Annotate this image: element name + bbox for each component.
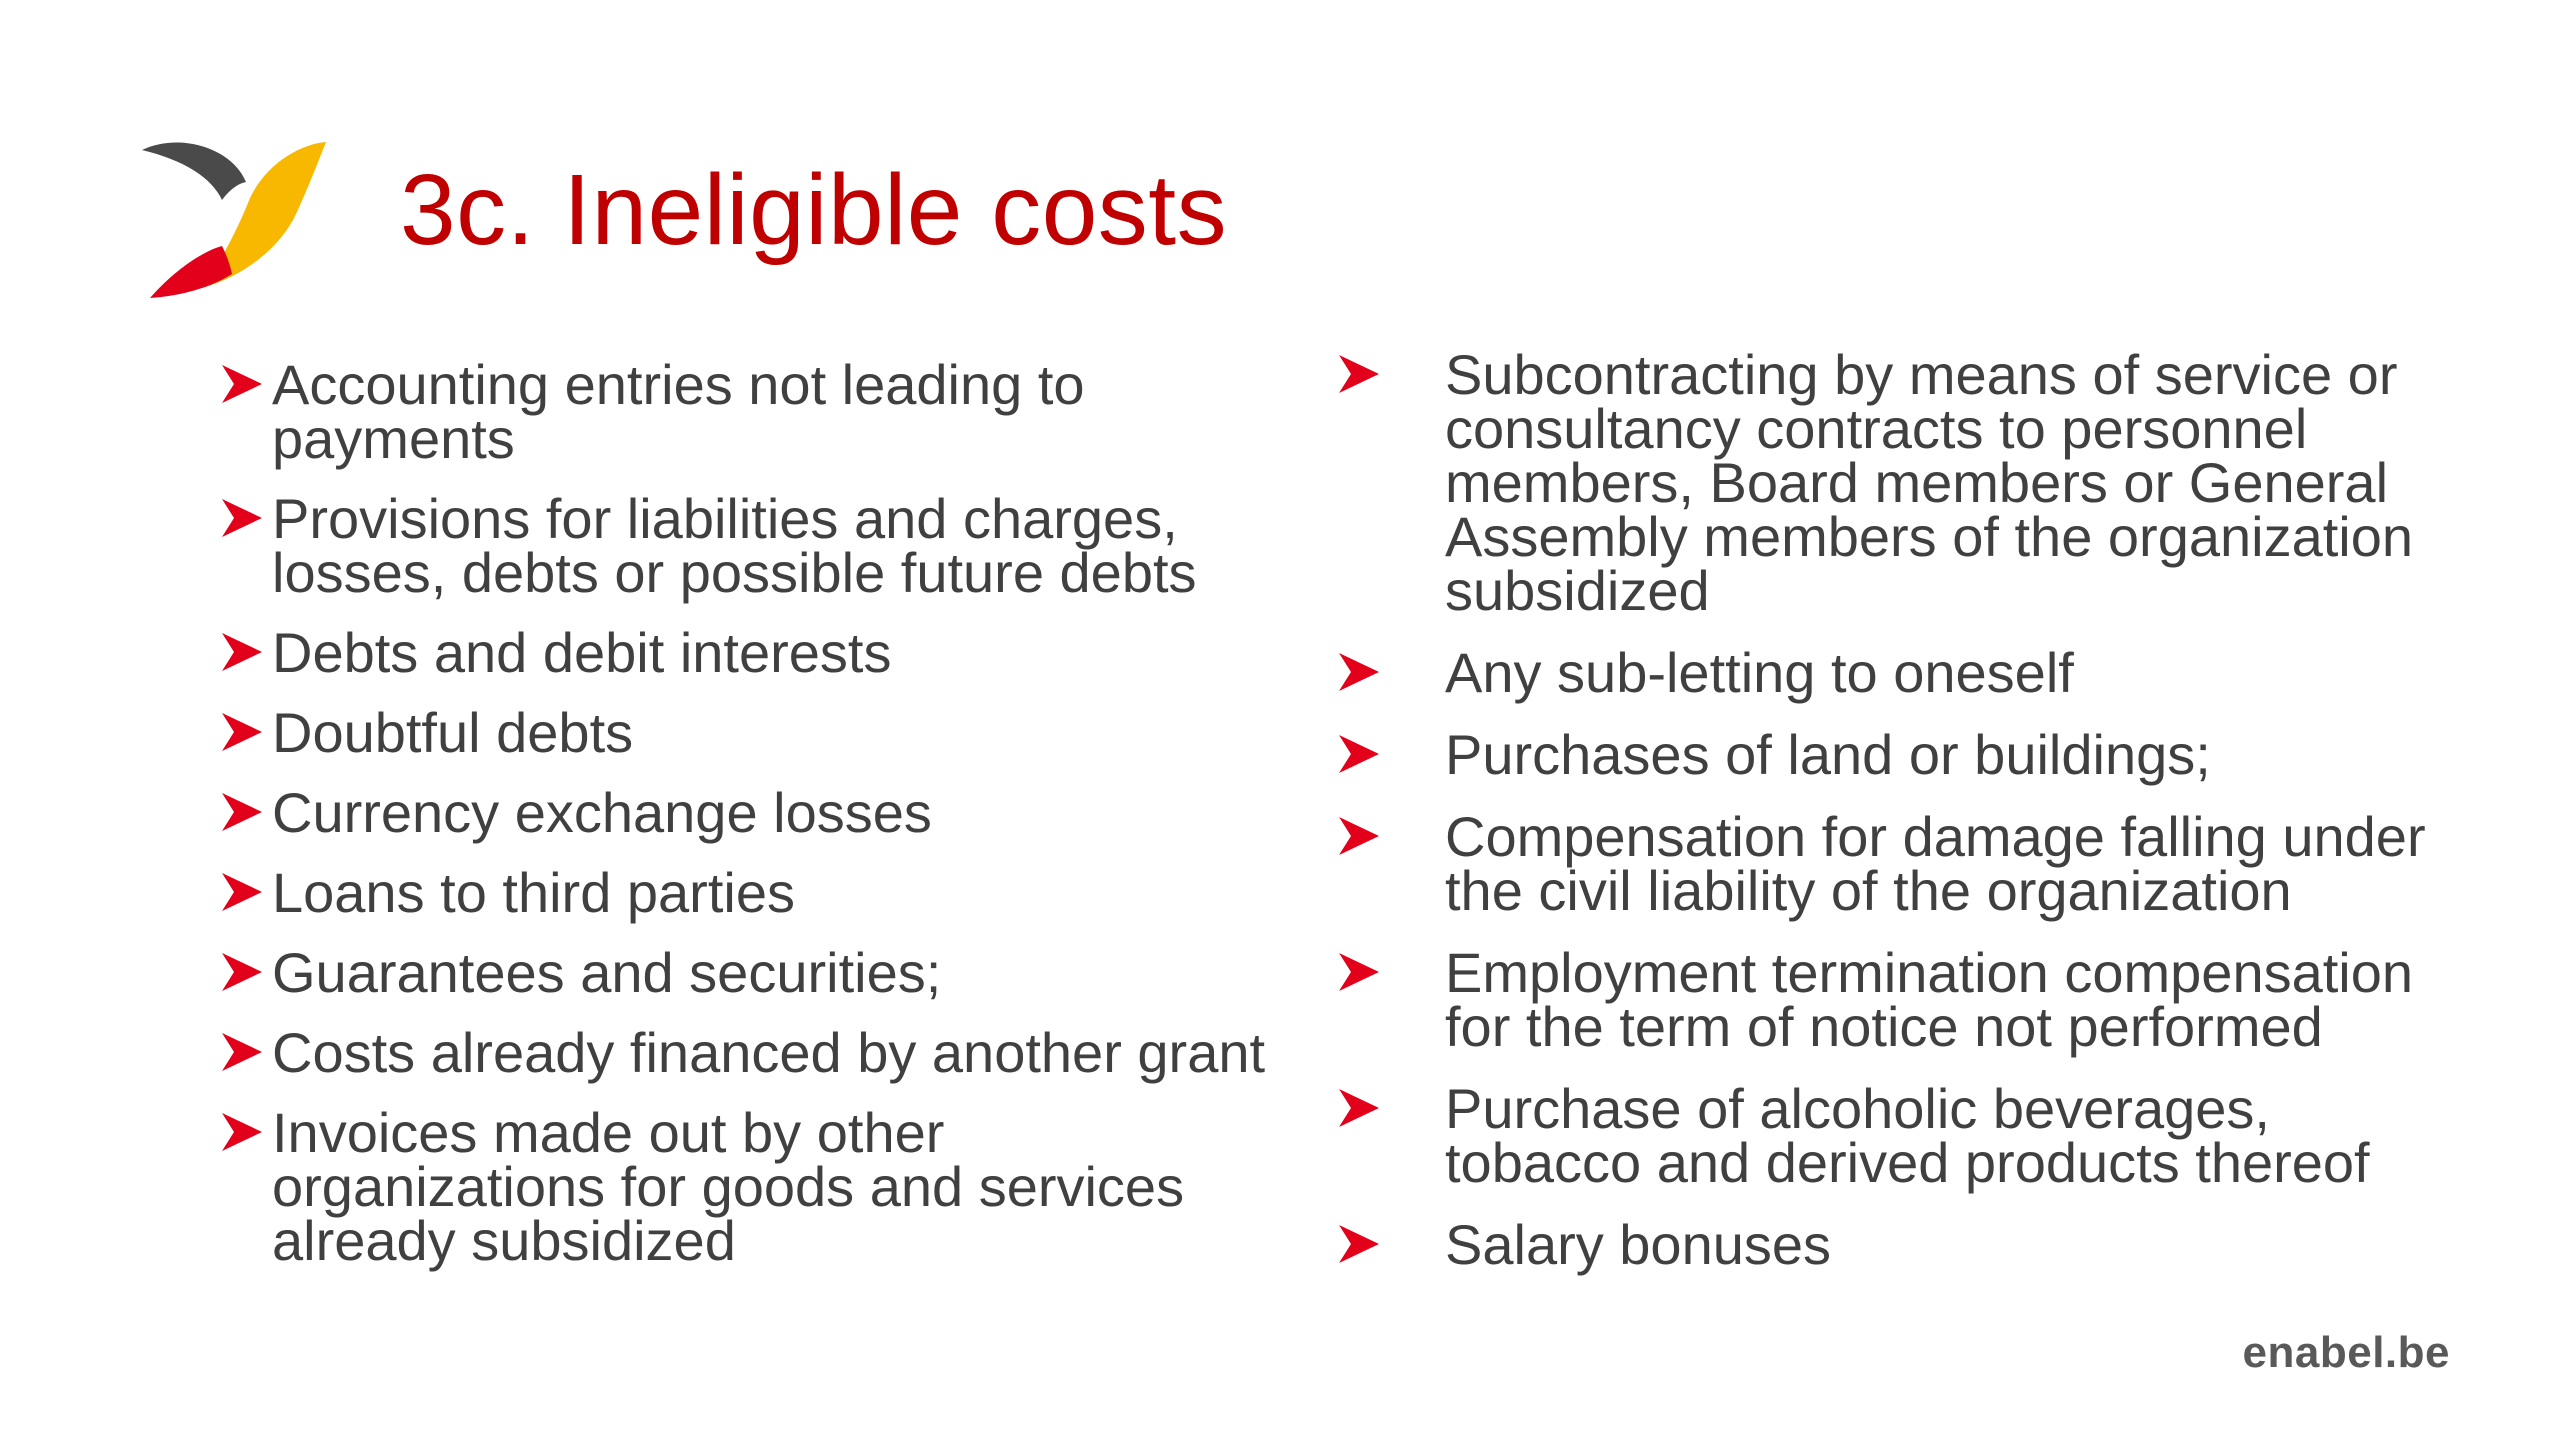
list-item: [218, 353, 1278, 470]
list-item: [218, 701, 1278, 764]
arrowhead-bullet-icon: [218, 709, 264, 755]
list-item-text: Currency exchange losses: [272, 781, 932, 844]
list-item-text: Loans to third parties: [272, 861, 795, 924]
list-item-text: Compensation for damage falling under the civil liability of the organization: [1445, 805, 2426, 922]
arrowhead-bullet-icon: [218, 1109, 264, 1155]
list-item: [218, 621, 1278, 684]
list-item-text: Guarantees and securities;: [272, 941, 942, 1004]
list-item: [218, 781, 1278, 844]
arrowhead-bullet-icon: [218, 495, 264, 541]
enabel-logo-icon: [140, 138, 330, 308]
list-item-text: Invoices made out by other organizations for goods and services already subsidized: [272, 1101, 1185, 1272]
arrowhead-bullet-icon: [218, 1029, 264, 1075]
list-item-text: Subcontracting by means of service or consultancy contracts to personnel members, Board members or General Assembly members of the organization subsidized: [1445, 343, 2413, 622]
list-item: [1335, 723, 2475, 786]
arrowhead-bullet-icon: [1335, 813, 1381, 859]
list-item: [218, 941, 1278, 1004]
list-item: [1335, 343, 2475, 622]
arrowhead-bullet-icon: [218, 949, 264, 995]
arrowhead-bullet-icon: [218, 361, 264, 407]
list-item: [1335, 1213, 2475, 1276]
list-item: [1335, 941, 2475, 1058]
list-item: [218, 1021, 1278, 1084]
list-item-text: Any sub-letting to oneself: [1445, 641, 2074, 704]
arrowhead-bullet-icon: [218, 789, 264, 835]
arrowhead-bullet-icon: [1335, 1085, 1381, 1131]
arrowhead-bullet-icon: [1335, 949, 1381, 995]
list-item-text: Purchases of land or buildings;: [1445, 723, 2211, 786]
list-item-text: Accounting entries not leading to payments: [272, 353, 1085, 470]
list-item-text: Debts and debit interests: [272, 621, 892, 684]
list-item: [1335, 805, 2475, 922]
left-list: [218, 353, 1278, 1294]
list-item-text: Doubtful debts: [272, 701, 634, 764]
footer-url: enabel.be: [2242, 1328, 2450, 1377]
list-item-text: Employment termination compensation for the term of notice not performed: [1445, 941, 2414, 1058]
list-item: [1335, 1077, 2475, 1194]
arrowhead-bullet-icon: [218, 869, 264, 915]
slide-title: 3c. Ineligible costs: [400, 154, 1228, 266]
list-item: [218, 861, 1278, 924]
list-item: [218, 487, 1278, 604]
arrowhead-bullet-icon: [1335, 731, 1381, 777]
list-item: [1335, 641, 2475, 704]
right-list: [1335, 343, 2475, 1300]
list-item-text: Purchase of alcoholic beverages, tobacco and derived products thereof: [1445, 1077, 2370, 1194]
list-item-text: Salary bonuses: [1445, 1213, 1832, 1276]
arrowhead-bullet-icon: [218, 629, 264, 675]
list-item-text: Costs already financed by another grant: [272, 1021, 1266, 1084]
list-item-text: Provisions for liabilities and charges, losses, debts or possible future debts: [272, 487, 1197, 604]
list-item: [218, 1101, 1278, 1272]
arrowhead-bullet-icon: [1335, 1221, 1381, 1267]
arrowhead-bullet-icon: [1335, 649, 1381, 695]
arrowhead-bullet-icon: [1335, 351, 1381, 397]
